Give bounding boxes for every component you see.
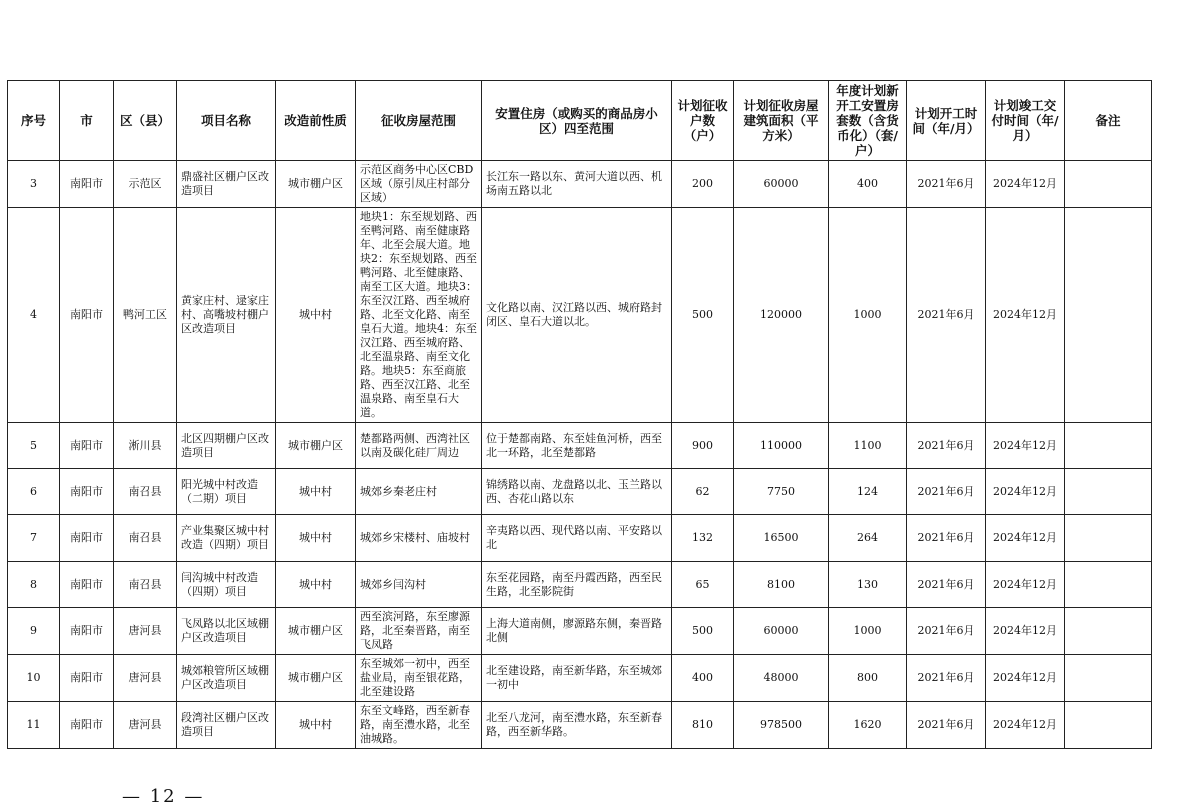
start-date-cell: 2021年6月	[907, 702, 986, 749]
area-cell: 8100	[734, 562, 829, 608]
project-name-cell: 鼎盛社区棚户区改造项目	[177, 161, 276, 208]
row-number: 8	[8, 562, 60, 608]
start-date-cell: 2021年6月	[907, 562, 986, 608]
city-cell: 南阳市	[60, 208, 114, 423]
resettle-cell: 上海大道南侧，廖源路东侧，秦晋路北侧	[482, 608, 672, 655]
city-cell: 南阳市	[60, 702, 114, 749]
row-number: 5	[8, 423, 60, 469]
remark-cell	[1065, 208, 1152, 423]
area-cell: 16500	[734, 515, 829, 562]
table-row	[8, 655, 1152, 702]
city-cell: 南阳市	[60, 608, 114, 655]
table-row	[8, 208, 1152, 423]
column-header: 计划竣工交付时间（年/月）	[986, 81, 1065, 161]
project-name-cell: 闫沟城中村改造（四期）项目	[177, 562, 276, 608]
finish-date-cell: 2024年12月	[986, 655, 1065, 702]
column-header: 计划征收房屋建筑面积（平方米）	[734, 81, 829, 161]
row-number: 6	[8, 469, 60, 515]
header-row	[8, 81, 1152, 161]
district-cell: 鸭河工区	[114, 208, 177, 423]
row-number: 11	[8, 702, 60, 749]
finish-date-cell: 2024年12月	[986, 208, 1065, 423]
finish-date-cell: 2024年12月	[986, 702, 1065, 749]
table-row	[8, 608, 1152, 655]
resettle-cell: 东至花园路，南至丹霞西路，西至民生路，北至影院街	[482, 562, 672, 608]
finish-date-cell: 2024年12月	[986, 562, 1065, 608]
row-number: 10	[8, 655, 60, 702]
households-cell: 500	[672, 208, 734, 423]
nature-cell: 城市棚户区	[276, 608, 356, 655]
column-header: 区（县）	[114, 81, 177, 161]
column-header: 备注	[1065, 81, 1152, 161]
nature-cell: 城市棚户区	[276, 655, 356, 702]
units-cell: 1000	[829, 208, 907, 423]
column-header: 序号	[8, 81, 60, 161]
households-cell: 900	[672, 423, 734, 469]
scope-cell: 地块1：东至规划路、西至鸭河路、南至健康路年、北至会展大道。地块2：东至规划路、西至鸭河路、北至健康路、南至工区大道。地块3：东至汉江路、西至城府路、北至文化路、南至皇石大道。地块4：东至汉江路、西至城府路、北至温泉路、南至文化路。地块5：东至商旅路、西至汉江路、北至温泉路、南至皇石大道。	[356, 208, 482, 423]
district-cell: 南召县	[114, 469, 177, 515]
row-number: 4	[8, 208, 60, 423]
households-cell: 62	[672, 469, 734, 515]
district-cell: 示范区	[114, 161, 177, 208]
units-cell: 124	[829, 469, 907, 515]
resettle-cell: 北至八龙河，南至澧水路，东至新春路，西至新华路。	[482, 702, 672, 749]
district-cell: 唐河县	[114, 655, 177, 702]
table-row	[8, 161, 1152, 208]
project-name-cell: 黄家庄村、逯家庄村、高嘴坡村棚户区改造项目	[177, 208, 276, 423]
start-date-cell: 2021年6月	[907, 655, 986, 702]
column-header: 改造前性质	[276, 81, 356, 161]
area-cell: 48000	[734, 655, 829, 702]
column-header: 年度计划新开工安置房套数（含货币化）（套/户）	[829, 81, 907, 161]
project-name-cell: 产业集聚区城中村改造（四期）项目	[177, 515, 276, 562]
start-date-cell: 2021年6月	[907, 469, 986, 515]
remark-cell	[1065, 469, 1152, 515]
resettle-cell: 锦绣路以南、龙盘路以北、玉兰路以西、杏花山路以东	[482, 469, 672, 515]
city-cell: 南阳市	[60, 423, 114, 469]
start-date-cell: 2021年6月	[907, 515, 986, 562]
project-name-cell: 城郊粮管所区域棚户区改造项目	[177, 655, 276, 702]
row-number: 9	[8, 608, 60, 655]
units-cell: 1100	[829, 423, 907, 469]
district-cell: 唐河县	[114, 702, 177, 749]
remark-cell	[1065, 515, 1152, 562]
district-cell: 唐河县	[114, 608, 177, 655]
area-cell: 7750	[734, 469, 829, 515]
resettle-cell: 北至建设路，南至新华路，东至城郊一初中	[482, 655, 672, 702]
column-header: 市	[60, 81, 114, 161]
table-row	[8, 423, 1152, 469]
finish-date-cell: 2024年12月	[986, 469, 1065, 515]
units-cell: 130	[829, 562, 907, 608]
finish-date-cell: 2024年12月	[986, 515, 1065, 562]
resettle-cell: 长江东一路以东、黄河大道以西、机场南五路以北	[482, 161, 672, 208]
area-cell: 120000	[734, 208, 829, 423]
households-cell: 810	[672, 702, 734, 749]
remark-cell	[1065, 562, 1152, 608]
households-cell: 400	[672, 655, 734, 702]
households-cell: 500	[672, 608, 734, 655]
table-body	[8, 161, 1152, 749]
nature-cell: 城市棚户区	[276, 161, 356, 208]
nature-cell: 城中村	[276, 515, 356, 562]
finish-date-cell: 2024年12月	[986, 608, 1065, 655]
finish-date-cell: 2024年12月	[986, 423, 1065, 469]
scope-cell: 东至文峰路，西至新春路，南至澧水路，北至油城路。	[356, 702, 482, 749]
table-row	[8, 702, 1152, 749]
scope-cell: 楚都路两侧、西湾社区以南及碳化硅厂周边	[356, 423, 482, 469]
column-header: 项目名称	[177, 81, 276, 161]
scope-cell: 城郊乡宋楼村、庙坡村	[356, 515, 482, 562]
scope-cell: 示范区商务中心区CBD区域（原引凤庄村部分区域）	[356, 161, 482, 208]
households-cell: 65	[672, 562, 734, 608]
units-cell: 1000	[829, 608, 907, 655]
start-date-cell: 2021年6月	[907, 161, 986, 208]
area-cell: 60000	[734, 608, 829, 655]
project-name-cell: 阳光城中村改造（二期）项目	[177, 469, 276, 515]
column-header: 安置住房（或购买的商品房小区）四至范围	[482, 81, 672, 161]
project-name-cell: 段湾社区棚户区改造项目	[177, 702, 276, 749]
row-number: 3	[8, 161, 60, 208]
households-cell: 132	[672, 515, 734, 562]
remark-cell	[1065, 702, 1152, 749]
start-date-cell: 2021年6月	[907, 208, 986, 423]
city-cell: 南阳市	[60, 655, 114, 702]
finish-date-cell: 2024年12月	[986, 161, 1065, 208]
start-date-cell: 2021年6月	[907, 608, 986, 655]
units-cell: 1620	[829, 702, 907, 749]
nature-cell: 城中村	[276, 702, 356, 749]
table-row	[8, 515, 1152, 562]
units-cell: 264	[829, 515, 907, 562]
units-cell: 800	[829, 655, 907, 702]
table-row	[8, 562, 1152, 608]
city-cell: 南阳市	[60, 161, 114, 208]
nature-cell: 城市棚户区	[276, 423, 356, 469]
remark-cell	[1065, 423, 1152, 469]
column-header: 征收房屋范围	[356, 81, 482, 161]
scope-cell: 西至滨河路，东至廖源路，北至秦晋路，南至飞凤路	[356, 608, 482, 655]
area-cell: 60000	[734, 161, 829, 208]
resettle-cell: 辛夷路以西、现代路以南、平安路以北	[482, 515, 672, 562]
table-row	[8, 469, 1152, 515]
resettle-cell: 文化路以南、汉江路以西、城府路封闭区、皇石大道以北。	[482, 208, 672, 423]
area-cell: 110000	[734, 423, 829, 469]
city-cell: 南阳市	[60, 515, 114, 562]
column-header: 计划开工时间（年/月）	[907, 81, 986, 161]
resettle-cell: 位于楚都南路、东至娃鱼河桥，西至北一环路，北至楚都路	[482, 423, 672, 469]
district-cell: 淅川县	[114, 423, 177, 469]
project-name-cell: 北区四期棚户区改造项目	[177, 423, 276, 469]
area-cell: 978500	[734, 702, 829, 749]
district-cell: 南召县	[114, 562, 177, 608]
row-number: 7	[8, 515, 60, 562]
nature-cell: 城中村	[276, 562, 356, 608]
nature-cell: 城中村	[276, 208, 356, 423]
units-cell: 400	[829, 161, 907, 208]
remark-cell	[1065, 655, 1152, 702]
city-cell: 南阳市	[60, 469, 114, 515]
project-name-cell: 飞凤路以北区域棚户区改造项目	[177, 608, 276, 655]
scope-cell: 城郊乡闫沟村	[356, 562, 482, 608]
city-cell: 南阳市	[60, 562, 114, 608]
project-table	[7, 80, 1152, 749]
page-number: — 12 —	[122, 786, 205, 807]
scope-cell: 东至城郊一初中，西至盐业局，南至银花路，北至建设路	[356, 655, 482, 702]
households-cell: 200	[672, 161, 734, 208]
scope-cell: 城郊乡秦老庄村	[356, 469, 482, 515]
remark-cell	[1065, 161, 1152, 208]
district-cell: 南召县	[114, 515, 177, 562]
nature-cell: 城中村	[276, 469, 356, 515]
column-header: 计划征收户数（户）	[672, 81, 734, 161]
remark-cell	[1065, 608, 1152, 655]
start-date-cell: 2021年6月	[907, 423, 986, 469]
